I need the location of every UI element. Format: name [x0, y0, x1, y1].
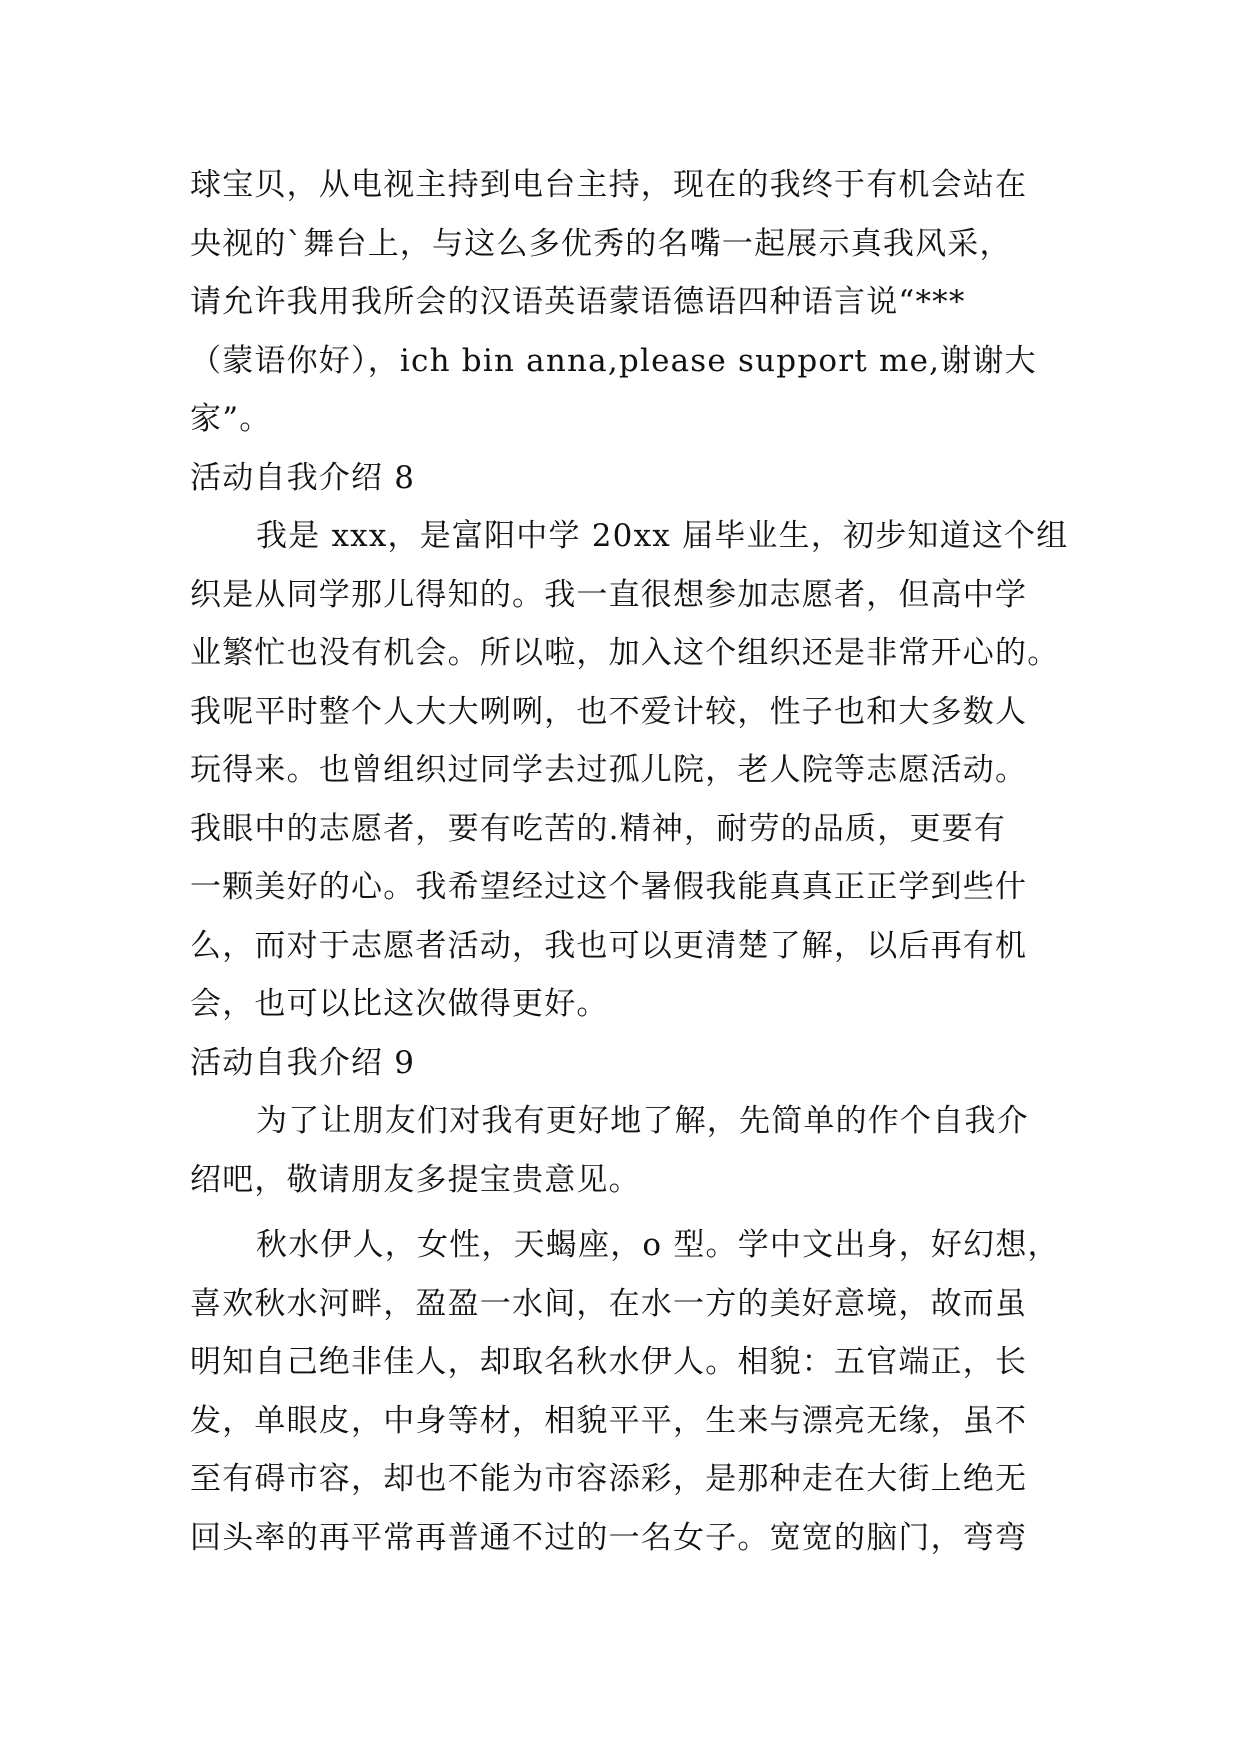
- text-line: 一颗美好的心。我希望经过这个暑假我能真真正正学到些什: [190, 869, 1028, 905]
- text-line: 回头率的再平常再普通不过的一名女子。宽宽的脑门，弯弯: [190, 1519, 1028, 1556]
- text-line: 我是 xxx，是富阳中学 20xx 届毕业生，初步知道这个组: [256, 518, 1069, 554]
- document-body: [190, 156, 1069, 1567]
- section-7-tail-paragraph: [190, 156, 1060, 449]
- text-line: 球宝贝，从电视主持到电台主持，现在的我终于有机会站在: [190, 167, 1028, 203]
- section-heading: 活动自我介绍 8: [190, 459, 416, 496]
- text-line: 织是从同学那儿得知的。我一直很想参加志愿者，但高中学: [190, 576, 1028, 613]
- section-9-paragraph-1: [190, 1092, 1060, 1209]
- text-line: 家”。: [190, 401, 272, 437]
- text-line: 玩得来。也曾组织过同学去过孤儿院，老人院等志愿活动。: [190, 752, 1028, 788]
- text-line: 业繁忙也没有机会。所以啦，加入这个组织还是非常开心的。: [190, 635, 1060, 671]
- text-line: 么，而对于志愿者活动，我也可以更清楚了解，以后再有机: [190, 927, 1028, 964]
- text-line: 为了让朋友们对我有更好地了解，先简单的作个自我介: [256, 1103, 1029, 1139]
- section-heading: 活动自我介绍 9: [190, 1044, 416, 1081]
- section-9-paragraph-2: [190, 1216, 1060, 1567]
- section-9: [190, 1034, 1060, 1568]
- section-8-paragraph: [190, 507, 1069, 1034]
- text-line: 明知自己绝非佳人，却取名秋水伊人。相貌：五官端正，长: [190, 1344, 1028, 1380]
- text-line: 央视的`舞台上，与这么多优秀的名嘴一起展示真我风采，: [190, 225, 1012, 262]
- text-line: 喜欢秋水河畔，盈盈一水间，在水一方的美好意境，故而虽: [190, 1285, 1028, 1322]
- text-line: 我眼中的志愿者，要有吃苦的.精神，耐劳的品质，更要有: [190, 810, 1007, 847]
- text-line: 会，也可以比这次做得更好。: [190, 986, 609, 1022]
- text-line: （蒙语你好），ich bin anna,please support me,谢谢大: [190, 342, 1037, 379]
- text-line: 我呢平时整个人大大咧咧，也不爱计较，性子也和大多数人: [190, 693, 1028, 730]
- text-line: 请允许我用我所会的汉语英语蒙语德语四种语言说“***: [190, 284, 966, 320]
- text-line: 绍吧，敬请朋友多提宝贵意见。: [190, 1161, 641, 1198]
- text-line: 发，单眼皮，中身等材，相貌平平，生来与漂亮无缘，虽不: [190, 1402, 1028, 1439]
- text-line: 秋水伊人，女性，天蝎座，o 型。学中文出身，好幻想，: [256, 1227, 1060, 1263]
- text-line: 至有碍市容，却也不能为市容添彩，是那种走在大街上绝无: [190, 1461, 1028, 1497]
- section-8: [190, 449, 1069, 1034]
